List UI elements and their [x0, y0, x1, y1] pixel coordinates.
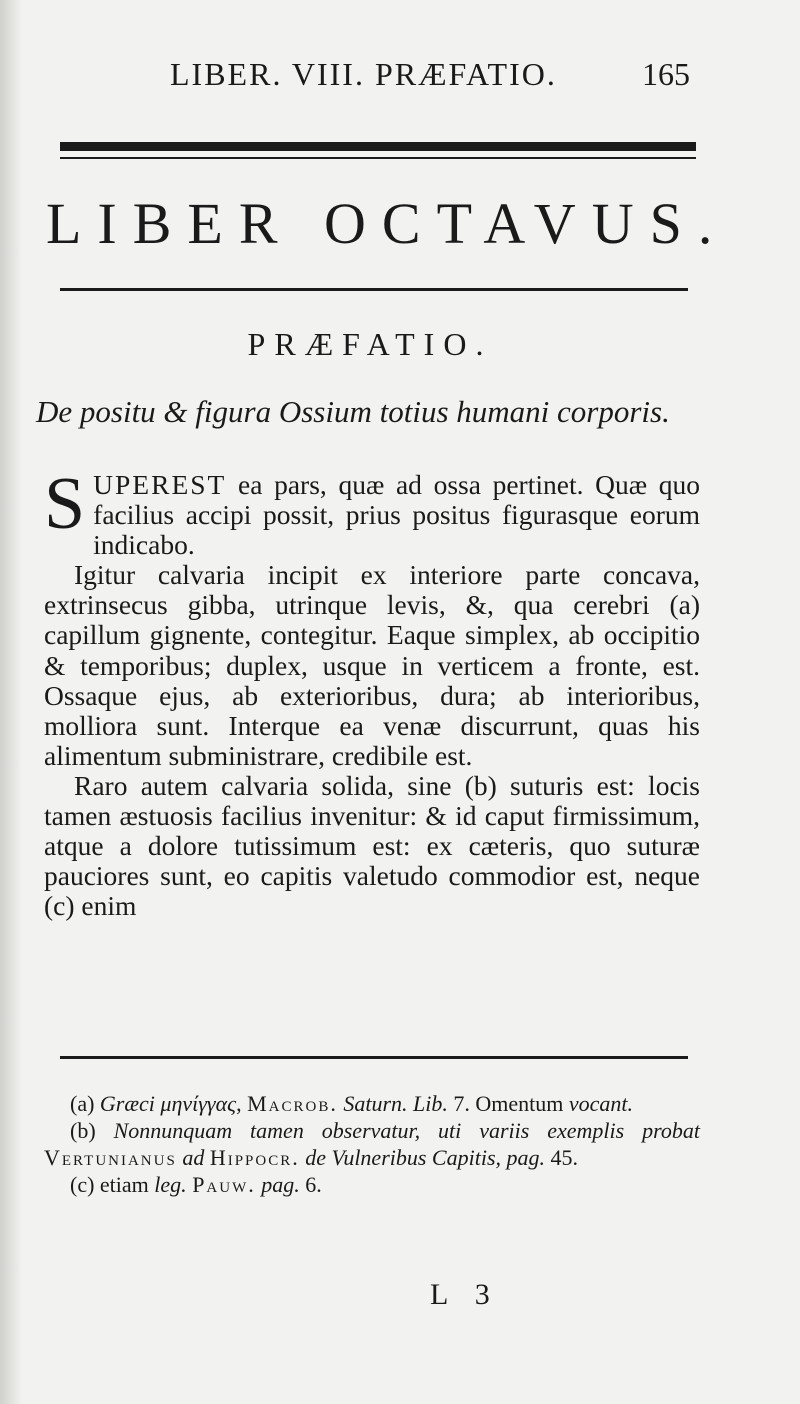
section-title: PRÆFATIO.	[247, 326, 493, 362]
section-subtitle: De positu & figura Ossium totius humani corporis.	[36, 394, 670, 429]
footnote-b-mark: (b)	[70, 1118, 96, 1143]
footnote-a-greek: μηνίγγας	[160, 1091, 237, 1116]
footnote-b-source: Hippocr.	[209, 1145, 300, 1170]
paragraph-1-text: ea pars, quæ ad ossa pertinet. Quæ quo facilius accipi possit, prius positus figurasque eorum indicabo.	[93, 469, 700, 561]
opening-word: UPEREST	[93, 469, 227, 500]
footnote-a-italic: Græci	[99, 1091, 155, 1116]
footnote-rule	[60, 1056, 688, 1059]
page-number: 165	[642, 56, 690, 92]
title-rule	[60, 288, 688, 291]
drop-cap: S	[44, 463, 86, 545]
footnote-c-text: etiam	[99, 1172, 149, 1197]
book-title: LIBER OCTAVUS.	[46, 191, 729, 256]
footnote-b-italic: Nonnunquam tamen observatur, uti variis exemplis probat	[113, 1118, 700, 1143]
footnote-a-text: 7. Omentum	[453, 1091, 564, 1116]
footnote-c-pag: pag.	[261, 1172, 300, 1197]
body-text	[44, 463, 700, 922]
signature-mark: L 3	[430, 1278, 500, 1311]
footnote-c-mark: (c)	[70, 1172, 95, 1197]
footnote-c	[44, 1171, 700, 1198]
paragraph-1	[44, 463, 700, 561]
footnote-b	[44, 1117, 700, 1171]
footnote-b-page: 45.	[550, 1145, 579, 1170]
footnote-c-author: Pauw.	[192, 1172, 256, 1197]
paragraph-2: Igitur calvaria incipit ex interiore parte concava, extrinsecus gibba, utrinque levis, &, qua cerebri (a) capillum gignente, contegitur. Eaque simplex, ab occipitio & temporibus; duplex, usque in verticem a fronte, est. Ossaque ejus, ab exterioribus, dura; ab interioribus, molliora sunt. Interque ea venæ discurrunt, quas his alimentum subministrare, credibile est.	[44, 559, 700, 771]
footnote-c-page: 6.	[305, 1172, 322, 1197]
footnote-a-end: vocant.	[568, 1091, 634, 1116]
footnote-b-author: Vertunianus	[44, 1145, 177, 1170]
footnotes	[44, 1090, 700, 1198]
footnote-a-mark: (a)	[70, 1091, 95, 1116]
header-rule-thin	[60, 157, 696, 159]
footnote-a: (a) Græci μηνίγγας, Macrob. Saturn. Lib. 7. Omentum vocant.	[70, 1091, 634, 1116]
running-head: LIBER. VIII. PRÆFATIO.	[170, 56, 557, 92]
footnote-c-leg: leg.	[154, 1172, 187, 1197]
binding-shadow	[0, 0, 22, 1404]
footnote-a-author: Macrob.	[247, 1091, 338, 1116]
footnote-b-work: de Vulneribus Capitis, pag.	[305, 1145, 546, 1170]
paragraph-3: Raro autem calvaria solida, sine (b) suturis est: locis tamen æstuosis facilius invenitur: & id caput firmissimum, atque a dolore tutissimum est: ex cæteris, quo suturæ pauciores sunt, eo capitis valetudo commodior est, neque (c) enim	[44, 769, 700, 922]
footnote-a-work: Saturn. Lib.	[343, 1091, 448, 1116]
footnote-b-ad: ad	[182, 1145, 205, 1170]
header-rule-thick	[60, 142, 696, 151]
